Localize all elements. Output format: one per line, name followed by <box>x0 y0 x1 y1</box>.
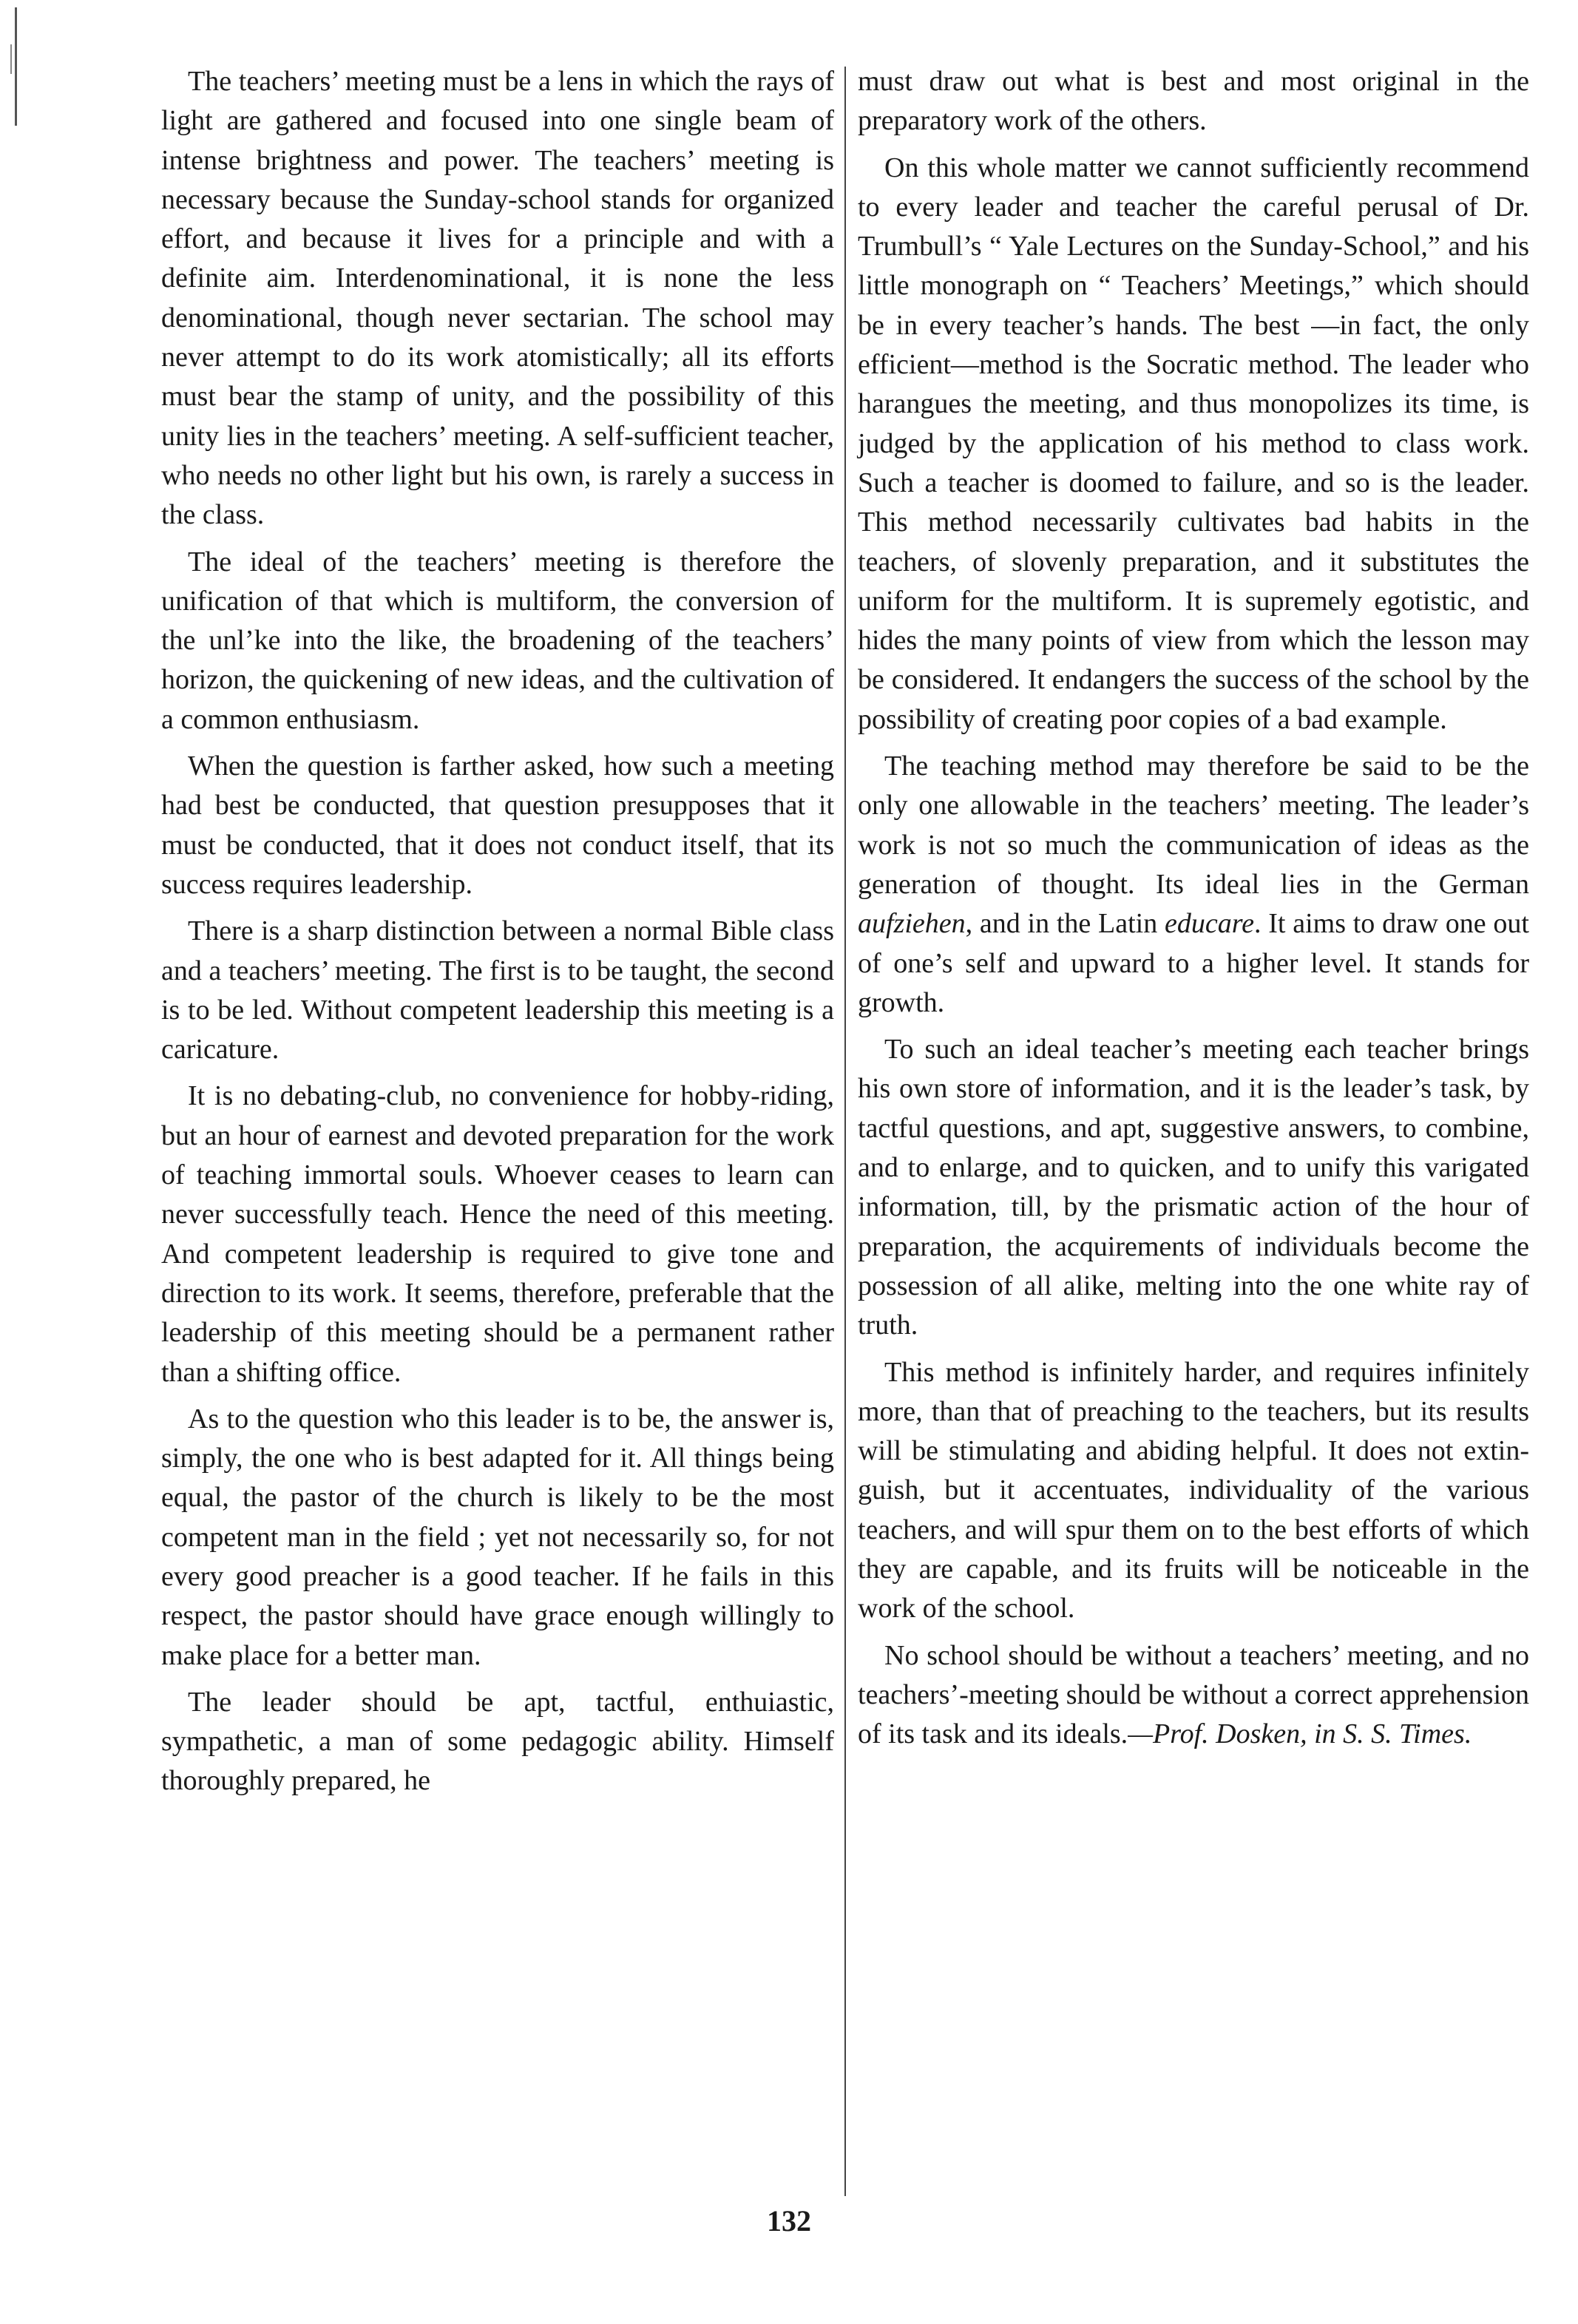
german-term: aufziehen <box>858 908 966 940</box>
paragraph: The leader should be apt, tactful, enthuiastic, sympathetic, a man of some pedagogic ability. Himself thoroughly prepared, he <box>161 1686 834 1797</box>
source-attribution: —Prof. Dosken, in S. S. Times. <box>1128 1718 1472 1750</box>
column-divider <box>844 67 846 2196</box>
text-span: , and in the Latin <box>965 908 1165 940</box>
text-span: No school should be without a teachers’ meeting, and no teachers’-meeting should be without a correct apprehension of its task and its ideals. <box>858 1639 1529 1750</box>
latin-term: educare <box>1165 908 1254 940</box>
right-column <box>858 62 1529 1761</box>
paragraph: To such an ideal teacher’s meeting each teacher brings his own store of information, and it is the leader’s task, by tactful questions, and apt, suggestive answers, to combine, and to enlarge, and to quicken, and to unify this varigated information, till, by the prismatic action of the hour of preparation, the acquirements of individuals become the possession of all alike, melting into the one white ray of truth. <box>858 1034 1529 1341</box>
paragraph: There is a sharp distinction between a normal Bible class and a teachers’ meeting. The first is to be taught, the second is to be led. Without competent leadership this meeting is a caricature. <box>161 915 834 1066</box>
paragraph: The teachers’ meeting must be a lens in which the rays of light are gathered and focused into one single beam of intense brightness and power. The teachers’ meeting is necessary because the Sunday-school stands for organized effort, and because it lives for a principle and with a definite aim. Interdenominational, it is none the less denominational, though never sectarian. The school may never attempt to do its work atomistically; all its efforts must bear the stamp of unity, and the possibility of this unity lies in the teachers’ meeting. A self-sufficient teacher, who needs no other light but his own, is rarely a success in the class. <box>161 66 834 531</box>
paragraph: When the question is farther asked, how such a meeting had best be conducted, that question presupposes that it must be conducted, that it does not conduct itself, that its success requires leadership. <box>161 751 834 900</box>
paragraph <box>858 1636 1529 1755</box>
scan-edge-mark <box>15 7 17 126</box>
left-column <box>161 62 834 1809</box>
text-span: . It aims to draw one out of one’s self and upward to a higher level. It stands for growth. <box>858 908 1529 1018</box>
paragraph <box>858 747 1529 1023</box>
text-span: The teaching method may therefore be said to be the only one allowable in the teachers’ meeting. The leader’s work is not so much the communication of ideas as the generation of thought. Its ideal lies in the German <box>858 751 1529 900</box>
paragraph: It is no debating-club, no convenience for hobby-riding, but an hour of earnest and devoted preparation for the work of teaching immortal souls. Whoever ceases to learn can never successfully teach. Hence the need of this meeting. And competent leadership is required to give tone and direction to its work. It seems, therefore, preferable that the leadership of this meeting should be a permanent rather than a shifting office. <box>161 1080 834 1388</box>
paragraph: As to the question who this leader is to be, the answer is, simply, the one who is best adapted for it. All things being equal, the pastor of the church is likely to be the most competent man in the field ; yet not necessarily so, for not every good preacher is a good teacher. If he fails in this respect, the pastor should have grace enough willingly to make place for a better man. <box>161 1403 834 1671</box>
paragraph-continuation: must draw out what is best and most original in the preparatory work of the others. <box>858 66 1529 137</box>
paragraph: On this whole matter we cannot sufficiently recommend to every leader and teacher the careful perusal of Dr. Trumbull’s “ Yale Lectures on the Sunday-School,” and his little monograph on “ Teachers’ Meetings,” which should be in every teacher’s hands. The best —in fact, the only efficient—method is the Socratic method. The leader who harangues the meeting, and thus monopolizes its time, is judged by the application of his method to class work. Such a teacher is doomed to failure, and so is the leader. This method necessarily cultivates bad habits in the teachers, of slovenly preparation, and it substitutes the uniform for the multiform. It is supremely egotistic, and hides the many points of view from which the lesson may be considered. It endangers the success of the school by the possibility of creating poor copies of a bad example. <box>858 152 1529 735</box>
paragraph: This method is infinitely harder, and requires infinitely more, than that of preaching to the teachers, but its results will be stimulating and abiding helpful. It does not extinguish, but it accentuates, individuality of the various teachers, and will spur them on to the best efforts of which they are capable, and its fruits will be noticeable in the work of the school. <box>858 1356 1529 1625</box>
paragraph: The ideal of the teachers’ meeting is therefore the unification of that which is multiform, the conversion of the unl’ke into the like, the broadening of the teachers’ horizon, the quickening of new ideas, and the cultivation of a common enthusiasm. <box>161 546 834 735</box>
page-number: 132 <box>767 2204 811 2237</box>
scan-edge-mark <box>10 44 12 74</box>
